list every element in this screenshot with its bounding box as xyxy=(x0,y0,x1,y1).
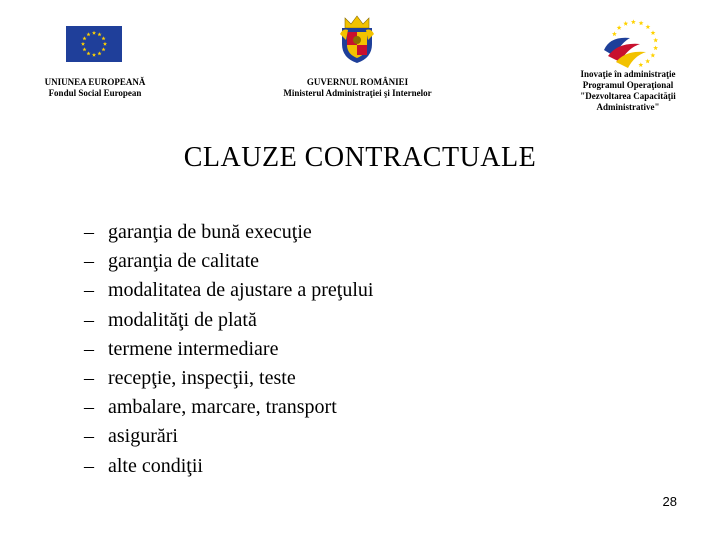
list-item-text: asigurări xyxy=(108,425,178,448)
page-number: 28 xyxy=(662,494,677,509)
bullet-dash: – xyxy=(84,425,94,448)
list-item-text: modalităţi de plată xyxy=(108,308,257,331)
list-item xyxy=(84,276,373,305)
list-item-text: garanţia de calitate xyxy=(108,250,260,273)
bullet-dash: – xyxy=(84,396,94,419)
programme-caption-line-3: "Dezvoltarea Capacităţii xyxy=(580,91,676,101)
list-item-text: alte condiţii xyxy=(108,454,203,477)
list-item-text: recepţie, inspecţii, teste xyxy=(108,366,296,389)
programme-caption-line-4: Administrative" xyxy=(596,102,660,112)
programme-caption xyxy=(548,69,708,113)
operational-programme-logo-icon xyxy=(600,16,662,70)
list-item xyxy=(84,335,373,364)
programme-caption-line-2: Programul Operaţional xyxy=(582,80,674,90)
bullet-dash: – xyxy=(84,454,94,477)
list-item-text: termene intermediare xyxy=(108,337,279,360)
slide-title: CLAUZE CONTRACTUALE xyxy=(183,142,537,173)
clause-list xyxy=(84,218,373,481)
bullet-dash: – xyxy=(84,221,94,243)
eu-caption-line-1: UNIUNEA EUROPEANĂ xyxy=(44,77,146,87)
list-item xyxy=(84,306,373,335)
list-item xyxy=(84,364,373,393)
list-item xyxy=(84,452,373,481)
list-item-text: garanţia de bună execuţie xyxy=(108,221,312,243)
government-caption-line-1: GUVERNUL ROMÂNIEI xyxy=(306,77,409,87)
list-item xyxy=(84,393,373,422)
list-item xyxy=(84,422,373,451)
list-item xyxy=(84,247,373,276)
programme-caption-line-1: Inovaţie în administraţie xyxy=(580,69,676,79)
government-caption-line-2: Ministerul Administraţiei şi Internelor xyxy=(283,88,432,98)
eu-flag-icon xyxy=(66,26,122,62)
list-item-text: modalitatea de ajustare a preţului xyxy=(108,279,374,302)
list-item xyxy=(84,218,373,247)
romania-coat-of-arms-icon xyxy=(339,14,375,64)
bullet-dash: – xyxy=(84,250,94,273)
eu-caption-line-2: Fondul Social European xyxy=(48,88,142,98)
list-item-text: ambalare, marcare, transport xyxy=(108,396,337,419)
bullet-dash: – xyxy=(84,366,94,389)
bullet-dash: – xyxy=(84,279,94,302)
bullet-dash: – xyxy=(84,337,94,360)
government-caption xyxy=(250,77,465,99)
bullet-dash: – xyxy=(84,308,94,331)
eu-caption xyxy=(20,77,170,99)
